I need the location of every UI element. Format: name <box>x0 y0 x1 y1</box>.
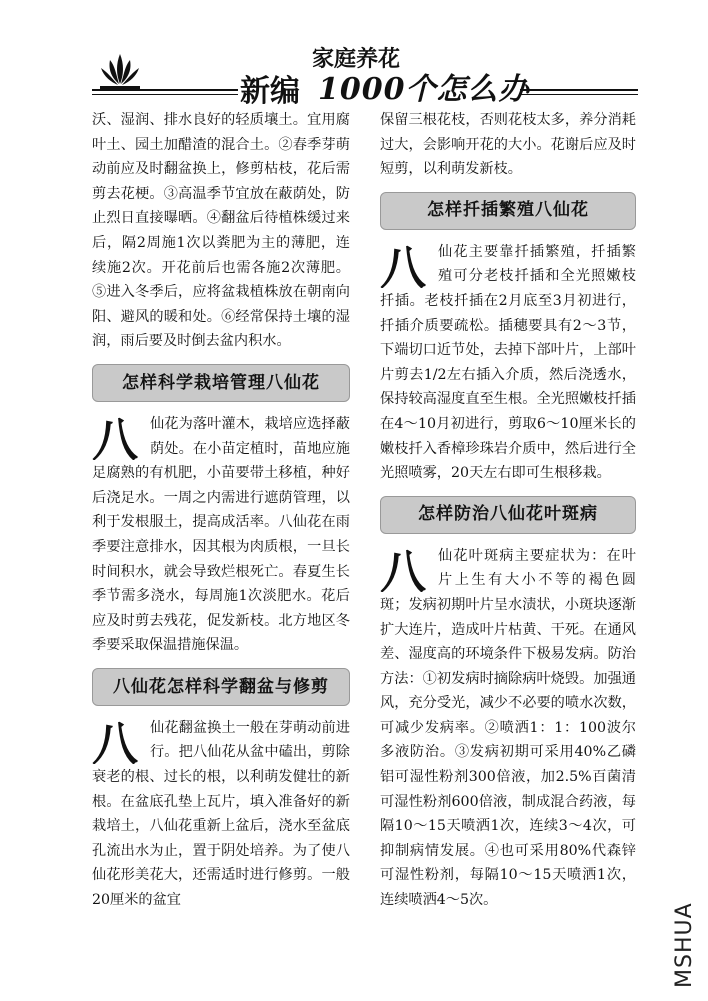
article-heading-cutting: 怎样扦插繁殖八仙花 <box>380 192 636 230</box>
left-intro-text: 沃、湿润、排水良好的轻质壤土。宜用腐叶土、园土加醋渣的混合土。②春季芽萌动前应及时翻盆换上，修剪枯枝，花后需剪去花梗。③高温季节宜放在蔽荫处，防止烈日直接曝晒。④翻盆后待植株缓过来后，隔2周施1次以粪肥为主的薄肥，连续施2次。开花前后也需各施2次薄肥。⑤进入冬季后，应将盆栽植株放在朝南向阳、避风的暖和处。⑥经常保持土壤的湿润，雨后要及时倒去盆内积水。 <box>92 112 350 350</box>
header-rule-left <box>92 89 238 91</box>
article-repotting <box>92 716 350 913</box>
header-title-right: 1000个怎么办 <box>318 72 530 107</box>
article-body: 仙花叶斑病主要症状为：在叶片上生有大小不等的褐色圆斑；发病初期叶片呈水渍状，小斑块逐渐扩大连片，造成叶片枯黄、干死。在通风差、湿度高的环境条件下极易发病。防治方法：①初发病时摘除病叶烧毁。加强通风，充分受光，减少不必要的喷水次数，可减少发病率。②喷洒1：1：100波尔多液防治。③发病初期可采用40%乙磷铝可湿性粉剂300倍液，加2.5%百菌清可湿性粉剂600倍液，制成混合药液，每隔10～15天喷洒1次，连续3～4次，可抑制病情发展。④也可采用80%代森锌可湿性粉剂，每隔10～15天喷洒1次，连续喷洒4～5次。 <box>380 547 636 909</box>
dropcap-glyph <box>380 242 432 288</box>
article-body: 仙花为落叶灌木，栽培应选择蔽荫处。在小苗定植时，苗地应施足腐熟的有机肥，小苗要带土移植，种好后浇足水。一周之内需进行遮荫管理，以利于发根服土，提高成活率。八仙花在雨季要注意排水，因其根为肉质根，一旦长时间积水，就会导致烂根死亡。春夏生长季节需多浇水，每周施1次淡肥水。花后应及时剪去残花，促发新枝。北方地区冬季要采取保温措施保温。 <box>92 415 350 654</box>
svg-text:八: 八 <box>92 413 138 460</box>
dropcap-glyph <box>92 718 144 764</box>
lotus-icon <box>96 50 144 94</box>
watermark-text: MSHUA <box>672 902 697 988</box>
svg-text:八: 八 <box>380 241 426 288</box>
dropcap-glyph <box>92 414 144 460</box>
svg-text:八: 八 <box>92 717 138 764</box>
article-heading-leafspot: 怎样防治八仙花叶斑病 <box>380 496 636 534</box>
header-title-left: 新编 <box>240 74 300 109</box>
svg-text:八: 八 <box>380 545 426 592</box>
header-rule-right-thin <box>520 94 638 95</box>
header-subtitle: 家庭养花 <box>312 46 401 72</box>
article-heading-cultivation: 怎样科学栽培管理八仙花 <box>92 364 350 402</box>
article-leafspot <box>380 544 636 913</box>
article-body: 仙花主要靠扦插繁殖，扦插繁殖可分老枝扦插和全光照嫩枝扦插。老枝扦插在2月底至3月初进行，扦插介质要疏松。插穗要具有2～3节，下端切口近节处，去掉下部叶片，上部叶片剪去1/2左右插入介质，然后浇透水，保持较高湿度直至生根。全光照嫩枝扦插在4～10月初进行，剪取6～10厘米长的嫩枝扦入香樟珍珠岩介质中，然后进行全光照喷雾，20天左右即可生根移栽。 <box>380 243 636 482</box>
page-header <box>0 40 708 110</box>
right-column <box>380 108 636 913</box>
watermark <box>672 880 702 990</box>
left-column <box>92 108 350 913</box>
article-heading-repotting: 八仙花怎样科学翻盆与修剪 <box>92 668 350 706</box>
header-rule-left-thin <box>92 94 238 95</box>
dropcap-glyph <box>380 546 432 592</box>
article-cultivation <box>92 412 350 658</box>
right-intro-text: 保留三根花枝，否则花枝太多，养分消耗过大，会影响开花的大小。花谢后应及时短剪，以利萌发新枝。 <box>380 112 636 178</box>
article-cutting <box>380 240 636 486</box>
article-body: 仙花翻盆换土一般在芽萌动前进行。把八仙花从盆中磕出，剪除衰老的根、过长的根，以利萌发健壮的新根。在盆底孔垫上瓦片，填入准备好的新栽培土，八仙花重新上盆后，浇水至盆底孔流出水为止，置于阴处培养。为了使八仙花形美花大，还需适时进行修剪。一般20厘米的盆宜 <box>92 719 350 909</box>
header-rule-right <box>520 89 638 91</box>
